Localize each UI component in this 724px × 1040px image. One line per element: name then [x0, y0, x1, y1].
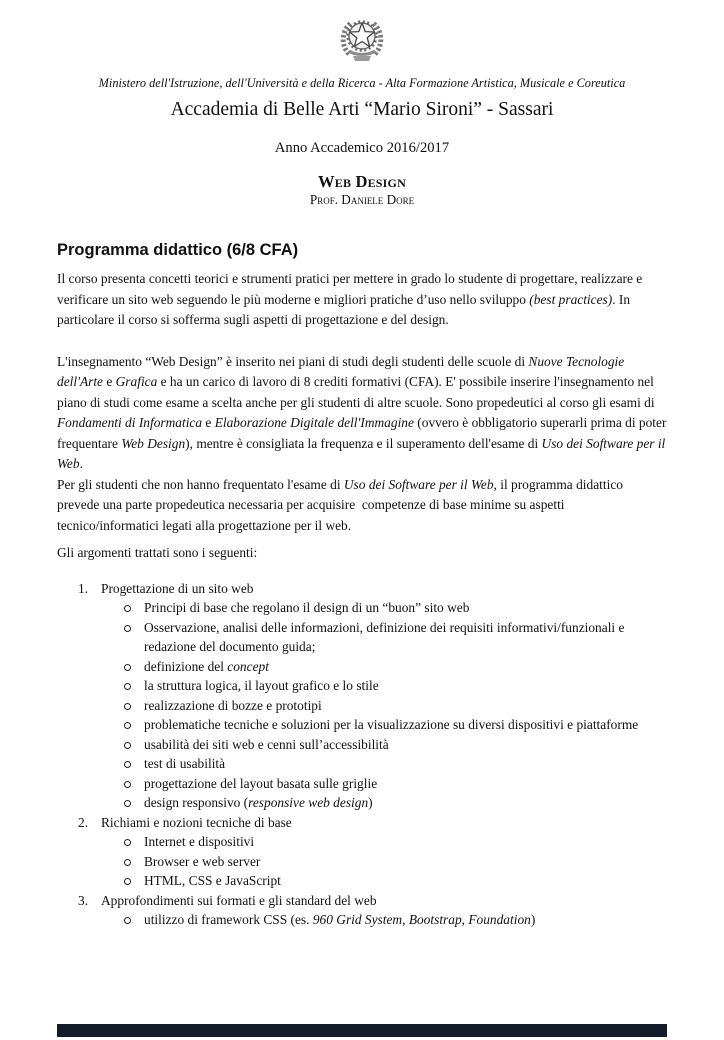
subtopic-item [57, 598, 667, 618]
subtopic-text: realizzazione di bozze e prototipi [144, 697, 322, 713]
subtopic-item [57, 735, 667, 755]
subtopic-text: Osservazione, analisi delle informazioni, definizione dei requisiti informativi/funzionali e redazione del documento guida; [144, 619, 625, 654]
subtopic-text: problematiche tecniche e soluzioni per la visualizzazione su diversi dispositivi e piattaforme [144, 717, 639, 732]
subtopic-text: design responsivo (responsive web design) [144, 795, 373, 810]
circle-bullet-icon [124, 683, 131, 690]
subtopic-text: test di usabilità [144, 756, 226, 771]
subtopic-item [57, 832, 667, 852]
subtopic-text: progettazione del layout basata sulle griglie [144, 775, 378, 791]
professor-name: Prof. Daniele Dore [309, 192, 415, 207]
circle-bullet-icon [124, 722, 131, 729]
circle-bullet-icon [124, 703, 131, 710]
circle-bullet-icon [124, 761, 131, 768]
topic-title: Richiami e nozioni tecniche di base [101, 814, 292, 830]
academy-title: Accademia di Belle Arti “Mario Sironi” - Sassari [170, 99, 554, 120]
subtopic-text: utilizzo di framework CSS (es. 960 Grid System, Bootstrap, Foundation) [144, 912, 536, 927]
ministry-line: Ministero dell'Istruzione, dell'Università e della Ricerca - Alta Formazione Artistica, Musicale e Coreutica [98, 76, 626, 90]
circle-bullet-icon [124, 625, 131, 632]
topic-title: Progettazione di un sito web [101, 580, 254, 596]
course-title: Web Design [318, 172, 406, 191]
subtopic-text: HTML, CSS e JavaScript [144, 873, 281, 888]
section-heading: Programma didattico (6/8 CFA) [57, 241, 299, 259]
circle-bullet-icon [124, 800, 131, 807]
topic-item [57, 813, 667, 833]
subtopic-item [57, 657, 667, 677]
subtopic-item [57, 715, 667, 735]
circle-bullet-icon [124, 839, 131, 846]
document-page [0, 16, 724, 930]
subtopic-item [57, 774, 667, 794]
circle-bullet-icon [124, 664, 131, 671]
list-intro: Gli argomenti trattati sono i seguenti: [57, 545, 258, 560]
subtopic-text: Browser e web server [144, 853, 261, 869]
document-header [57, 16, 667, 208]
topic-number: 2. [78, 814, 89, 830]
topic-title: Approfondimenti sui formati e gli standard del web [101, 892, 377, 908]
subtopic-item [57, 910, 667, 930]
topic-item [57, 891, 667, 911]
paragraph: L'insegnamento “Web Design” è inserito nei piani di studi degli studenti delle scuole di Nuove Tecnologie dell'Arte e Grafica e ha un carico di lavoro di 8 crediti formativi (CFA). E' possibile inserire l'insegnamento nel piano di studi come esame a scelta anche per gli studenti di altre scuole. Sono propedeutici al corso gli esami di Fondamenti di Informatica e Elaborazione Digitale dell'Immagine (ovvero è obbligatorio superarli prima di poter frequentare Web Design), mentre è consigliata la frequenza e il superamento dell'esame di Uso dei Software per il Web. [57, 353, 667, 471]
italy-emblem-icon [338, 16, 386, 62]
circle-bullet-icon [124, 605, 131, 612]
subtopic-item [57, 852, 667, 872]
circle-bullet-icon [124, 917, 131, 924]
circle-bullet-icon [124, 878, 131, 885]
paragraph: Il corso presenta concetti teorici e strumenti pratici per mettere in grado lo studente di progettare, realizzare e verificare un sito web seguendo le più moderne e migliori pratiche d’uso nello sviluppo (best practices). In particolare il corso si sofferma sugli aspetti di progettazione e del design. [57, 271, 643, 327]
academic-year: Anno Accademico 2016/2017 [274, 140, 450, 156]
subtopic-item [57, 696, 667, 716]
topic-item [57, 579, 667, 599]
topics-list [57, 579, 667, 930]
topic-number: 3. [78, 892, 89, 908]
paragraph: Per gli studenti che non hanno frequentato l'esame di Uso dei Software per il Web, il programma didattico prevede una parte propedeutica necessaria per acquisire competenze di base minime su aspetti tecnico/informatici legati alla progettazione per il web. [57, 476, 623, 533]
circle-bullet-icon [124, 781, 131, 788]
subtopic-text: usabilità dei siti web e cenni sull’accessibilità [144, 736, 389, 752]
page-bottom-bar [57, 1024, 667, 1037]
subtopic-item [57, 871, 667, 891]
subtopic-text: Internet e dispositivi [144, 834, 255, 849]
circle-bullet-icon [124, 742, 131, 749]
topic-number: 1. [78, 580, 89, 596]
subtopic-item [57, 618, 667, 657]
subtopic-item [57, 676, 667, 696]
circle-bullet-icon [124, 859, 131, 866]
paragraph-block [57, 269, 667, 536]
subtopic-text: la struttura logica, il layout grafico e lo stile [144, 678, 379, 693]
subtopic-item [57, 793, 667, 813]
subtopic-text: definizione del concept [144, 658, 269, 674]
subtopic-item [57, 754, 667, 774]
subtopic-text: Principi di base che regolano il design di un “buon” sito web [144, 600, 470, 615]
